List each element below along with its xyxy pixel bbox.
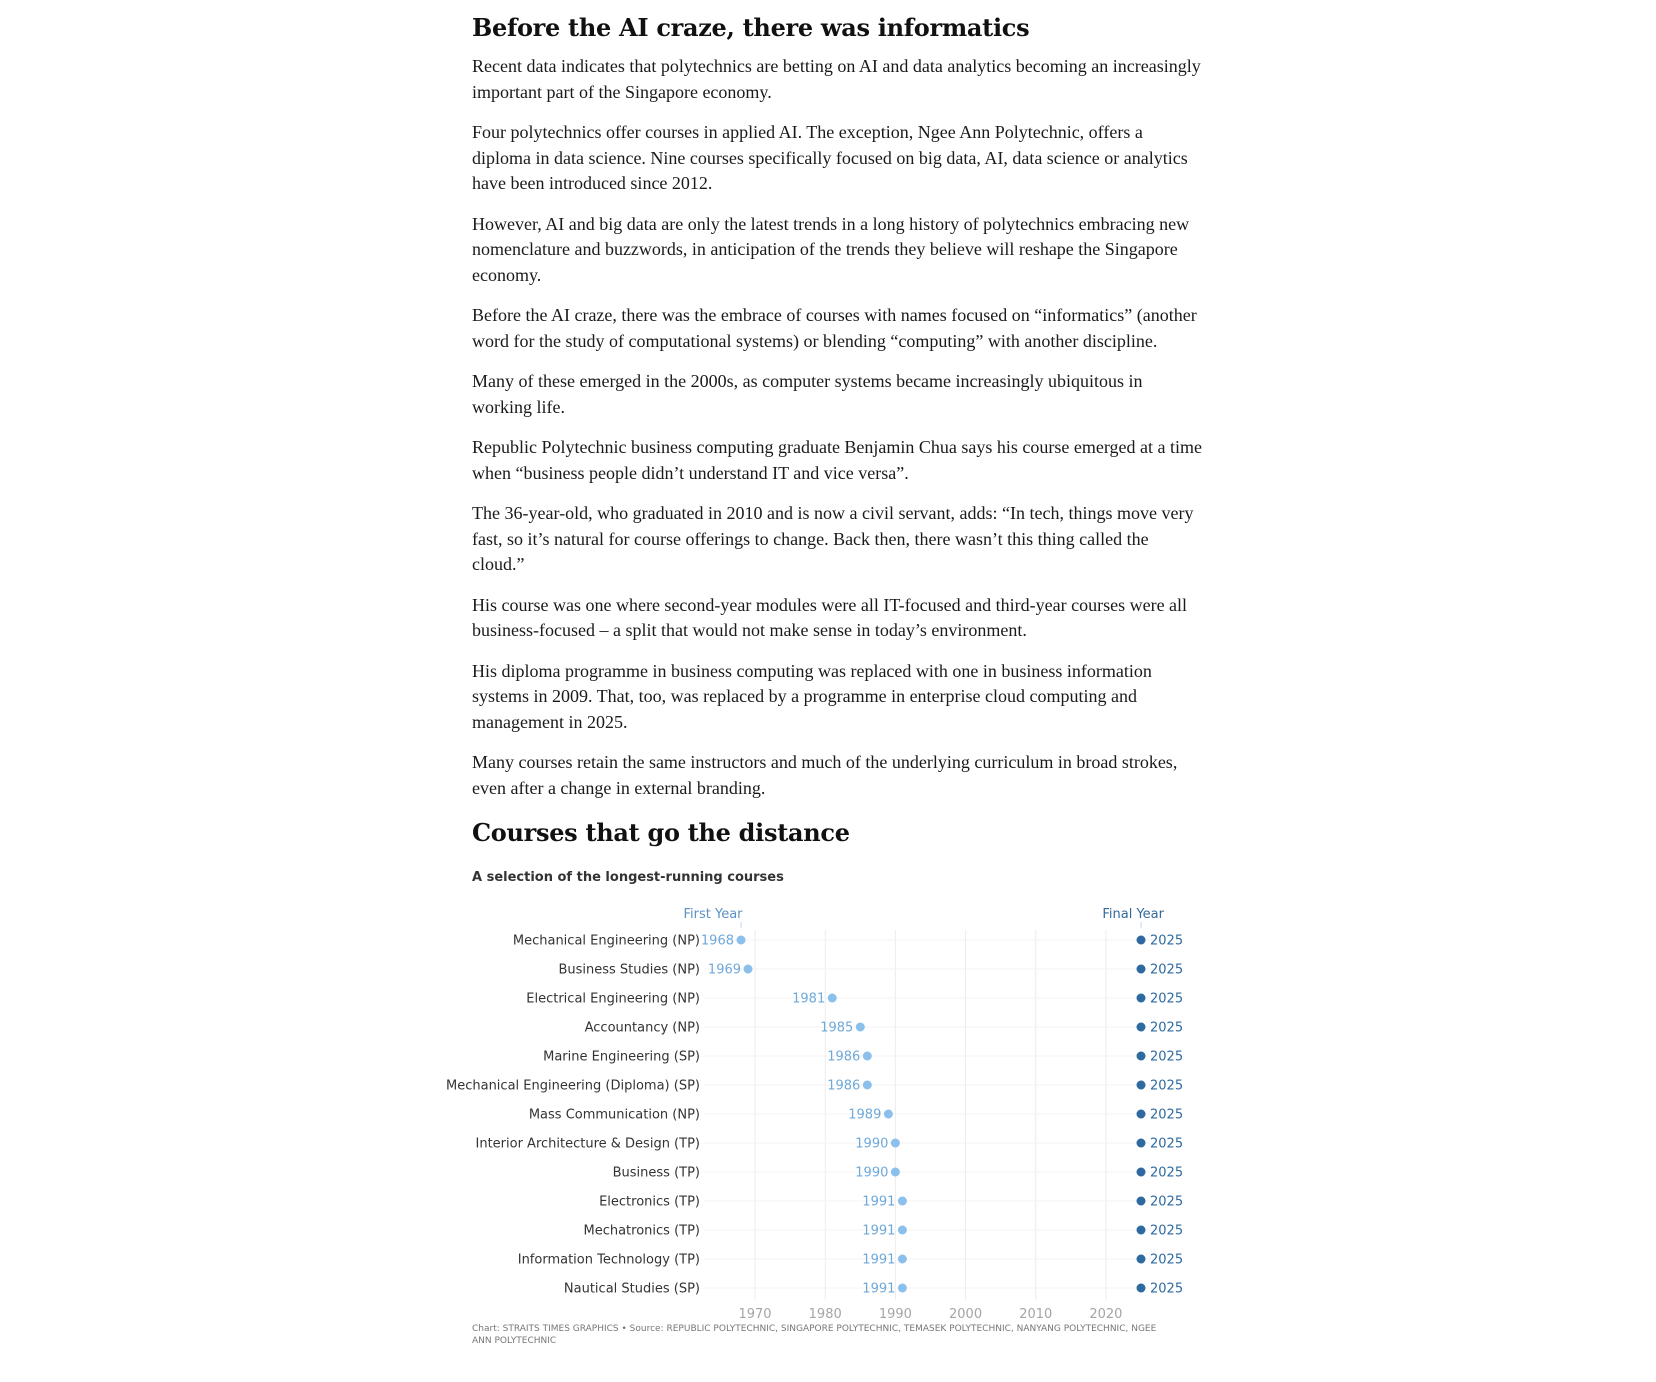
category-label: Mechanical Engineering (NP) [512,933,700,949]
x-tick-label-1970: 1970 [738,1307,772,1322]
category-label: Mechanical Engineering (Diploma) (SP) [446,1078,700,1094]
first-year-dot [744,965,753,974]
paragraph: His diploma programme in business computing was replaced with one in business information systems in 2009. That, too, was replaced by a programme in enterprise cloud computing and management in 2025. [472,660,1152,732]
dumbbell-chart [446,893,1202,1322]
final-year-label: 2025 [1150,1020,1184,1036]
x-axis [738,1307,1122,1322]
chart-heading: Courses that go the distance [472,818,850,847]
first-year-dot [863,1081,872,1090]
final-year-dot [1137,1284,1146,1293]
paragraph: His course was one where second-year modules were all IT-focused and third-year courses were all business-focused – a split that would not make sense in today’s environment. [472,594,1188,640]
final-year-label: 2025 [1150,991,1184,1007]
category-label: Business (TP) [612,1165,700,1181]
final-year-dot [1137,965,1146,974]
x-tick-label-2010: 2010 [1019,1307,1053,1322]
category-label: Interior Architecture & Design (TP) [475,1136,700,1152]
chart-subtitle: A selection of the longest-running courses [472,870,784,885]
category-label: Mass Communication (NP) [528,1107,700,1123]
final-year-label: 2025 [1150,1223,1184,1239]
final-year-dot [1137,1023,1146,1032]
first-year-label: 1991 [862,1194,896,1210]
x-tick-label-1980: 1980 [808,1307,842,1322]
final-year-dot [1137,1052,1146,1061]
final-year-label: 2025 [1150,1194,1184,1210]
first-year-label: 1991 [862,1252,896,1268]
final-year-dot [1137,1226,1146,1235]
paragraph: Four polytechnics offer courses in applied AI. The exception, Ngee Ann Polytechnic, offers a diploma in data science. Nine courses specifically focused on big data, AI, data science or analytics have been introduced since 2012. [472,122,1188,193]
paragraph: The 36-year-old, who graduated in 2010 and is now a civil servant, adds: “In tech, things move very fast, so it’s natural for course offerings to change. Back then, there wasn’t this thing called the cloud.” [472,503,1194,574]
paragraph: Republic Polytechnic business computing graduate Benjamin Chua says his course emerged at a time when “business people didn’t understand IT and vice versa”. [472,437,1203,483]
first-year-label: 1989 [848,1107,882,1123]
category-label: Electronics (TP) [599,1194,700,1210]
first-year-label: 1981 [792,991,826,1007]
category-label: Information Technology (TP) [517,1252,700,1268]
first-year-label: 1968 [700,933,734,949]
first-year-dot [863,1052,872,1061]
final-year-label: 2025 [1150,1165,1184,1181]
final-year-label: 2025 [1150,1049,1184,1065]
first-year-label: 1986 [827,1078,861,1094]
first-year-dot [891,1139,900,1148]
chart-rows [446,934,1183,1297]
paragraph: Many courses retain the same instructors and much of the underlying curriculum in broad strokes, even after a change in external branding. [472,752,1178,798]
first-year-label: 1990 [855,1165,889,1181]
paragraph: Before the AI craze, there was the embrace of courses with names focused on “informatics” (another word for the study of computational systems) or blending “computing” with another discipline. [472,305,1197,351]
first-year-label: 1985 [820,1020,854,1036]
category-label: Nautical Studies (SP) [563,1281,700,1297]
final-year-label: 2025 [1150,962,1184,978]
first-year-dot [898,1255,907,1264]
first-year-label: 1990 [855,1136,889,1152]
x-tick-label-2020: 2020 [1089,1307,1123,1322]
paragraph: However, AI and big data are only the latest trends in a long history of polytechnics embracing new nomenclature and buzzwords, in anticipation of the trends they believe will reshape the Singapore economy. [472,213,1190,285]
chart-credit: Chart: STRAITS TIMES GRAPHICS • Source: REPUBLIC POLYTECHNIC, SINGAPORE POLYTECHNIC, TEMASEK POLYTECHNIC, NANYANG POLYTECHNIC, NGEE ANN POLYTECHNIC [472,1324,1157,1346]
paragraph: Many of these emerged in the 2000s, as computer systems became increasingly ubiquitous in working life. [472,371,1143,417]
final-year-label: 2025 [1150,1107,1184,1123]
final-year-header: Final Year [1102,907,1164,922]
section-heading: Before the AI craze, there was informatics [472,13,1030,42]
final-year-label: 2025 [1150,1281,1184,1297]
first-year-dot [856,1023,865,1032]
final-year-dot [1137,1110,1146,1119]
category-label: Mechatronics (TP) [583,1223,700,1239]
first-year-dot [898,1226,907,1235]
category-label: Business Studies (NP) [558,962,700,978]
final-year-dot [1137,1139,1146,1148]
first-year-label: 1986 [827,1049,861,1065]
final-year-dot [1137,1255,1146,1264]
final-year-dot [1137,1081,1146,1090]
article [446,0,1203,1347]
final-year-dot [1137,1197,1146,1206]
final-year-label: 2025 [1150,1078,1184,1094]
first-year-dot [898,1284,907,1293]
x-tick-label-1990: 1990 [878,1307,912,1322]
final-year-dot [1137,936,1146,945]
category-label: Accountancy (NP) [584,1020,700,1036]
first-year-dot [891,1168,900,1177]
category-label: Marine Engineering (SP) [543,1049,700,1065]
final-year-label: 2025 [1150,933,1184,949]
first-year-header: First Year [683,907,743,922]
final-year-dot [1137,994,1146,1003]
x-tick-label-2000: 2000 [949,1307,983,1322]
final-year-label: 2025 [1150,1136,1184,1152]
paragraph: Recent data indicates that polytechnics are betting on AI and data analytics becoming an increasingly important part of the Singapore economy. [472,56,1201,102]
category-label: Electrical Engineering (NP) [526,991,700,1007]
first-year-label: 1991 [862,1223,896,1239]
first-year-label: 1969 [707,962,742,978]
final-year-label: 2025 [1150,1252,1184,1268]
first-year-dot [884,1110,893,1119]
first-year-dot [828,994,837,1003]
first-year-label: 1991 [862,1281,896,1297]
first-year-dot [737,936,746,945]
final-year-dot [1137,1168,1146,1177]
first-year-dot [898,1197,907,1206]
